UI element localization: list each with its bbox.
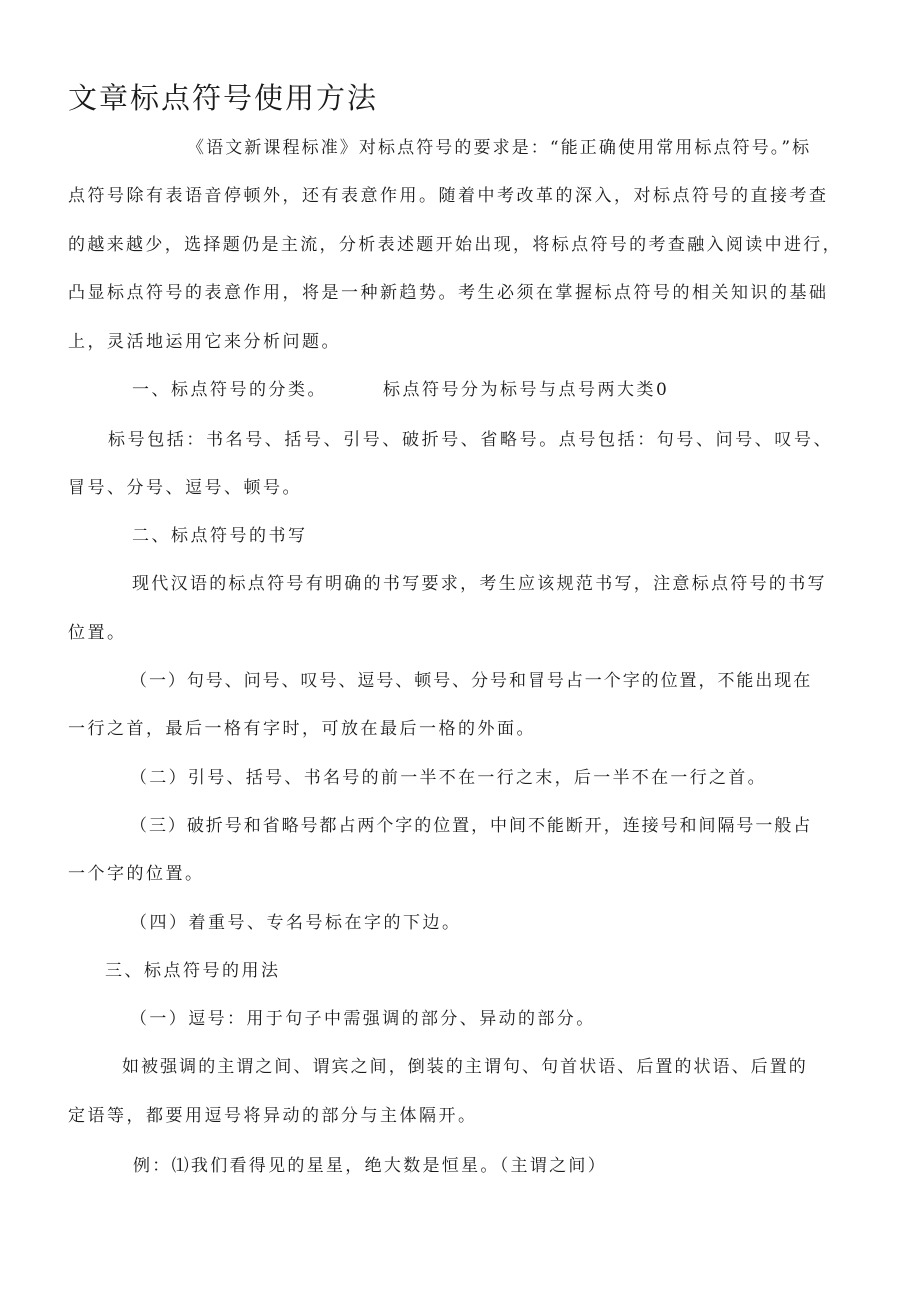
paragraph-line: 上，灵活地运用它来分析问题。 — [68, 332, 341, 352]
paragraph-line: 点符号除有表语音停顿外，还有表意作用。随着中考改革的深入，对标点符号的直接考查 — [68, 186, 829, 206]
paragraph-line: 一行之首，最后一格有字时，可放在最后一格的外面。 — [68, 719, 536, 739]
paragraph-line: （一）句号、问号、叹号、逗号、顿号、分号和冒号占一个字的位置，不能出现在 — [130, 671, 813, 691]
paragraph-line: 《语文新课程标准》对标点符号的要求是：“能正确使用常用标点符号。”标 — [187, 138, 812, 158]
section-heading: 一、标点符号的分类。 — [132, 380, 327, 400]
paragraph-line: 凸显标点符号的表意作用，将是一种新趋势。考生必须在掌握标点符号的相关知识的基础 — [68, 283, 829, 303]
paragraph-line: 冒号、分号、逗号、顿号。 — [68, 478, 302, 498]
paragraph-line: （一）逗号：用于句子中需强调的部分、异动的部分。 — [130, 1009, 596, 1029]
example-line: 例：⑴我们看得见的星星，绝大数是恒星。（主谓之间） — [133, 1156, 607, 1176]
paragraph-line: 现代汉语的标点符号有明确的书写要求，考生应该规范书写，注意标点符号的书写 — [132, 574, 827, 594]
paragraph-line: 定语等，都要用逗号将异动的部分与主体隔开。 — [68, 1106, 478, 1126]
paragraph-line: 标点符号分为标号与点号两大类0 — [383, 380, 670, 400]
paragraph-line: 一个字的位置。 — [68, 864, 205, 884]
paragraph-line: 标号包括：书名号、括号、引号、破折号、省略号。点号包括：句号、问号、叹号、 — [108, 430, 834, 450]
paragraph-line: （四）着重号、专名号标在字的下边。 — [130, 913, 462, 933]
paragraph-line: （三）破折号和省略号都占两个字的位置，中间不能断开，连接号和间隔号一般占 — [130, 816, 813, 836]
paragraph-line: 位置。 — [68, 623, 127, 643]
section-heading: 二、标点符号的书写 — [132, 526, 308, 546]
document-title: 文章标点符号使用方法 — [68, 81, 379, 115]
paragraph-line: 如被强调的主谓之间、谓宾之间，倒装的主谓句、句首状语、后置的状语、后置的 — [122, 1057, 808, 1077]
paragraph-line: （二）引号、括号、书名号的前一半不在一行之末，后一半不在一行之首。 — [130, 768, 767, 788]
paragraph-line: 的越来越少，选择题仍是主流，分析表述题开始出现，将标点符号的考查融入阅读中进行， — [68, 235, 842, 255]
section-heading: 三、标点符号的用法 — [105, 961, 281, 981]
